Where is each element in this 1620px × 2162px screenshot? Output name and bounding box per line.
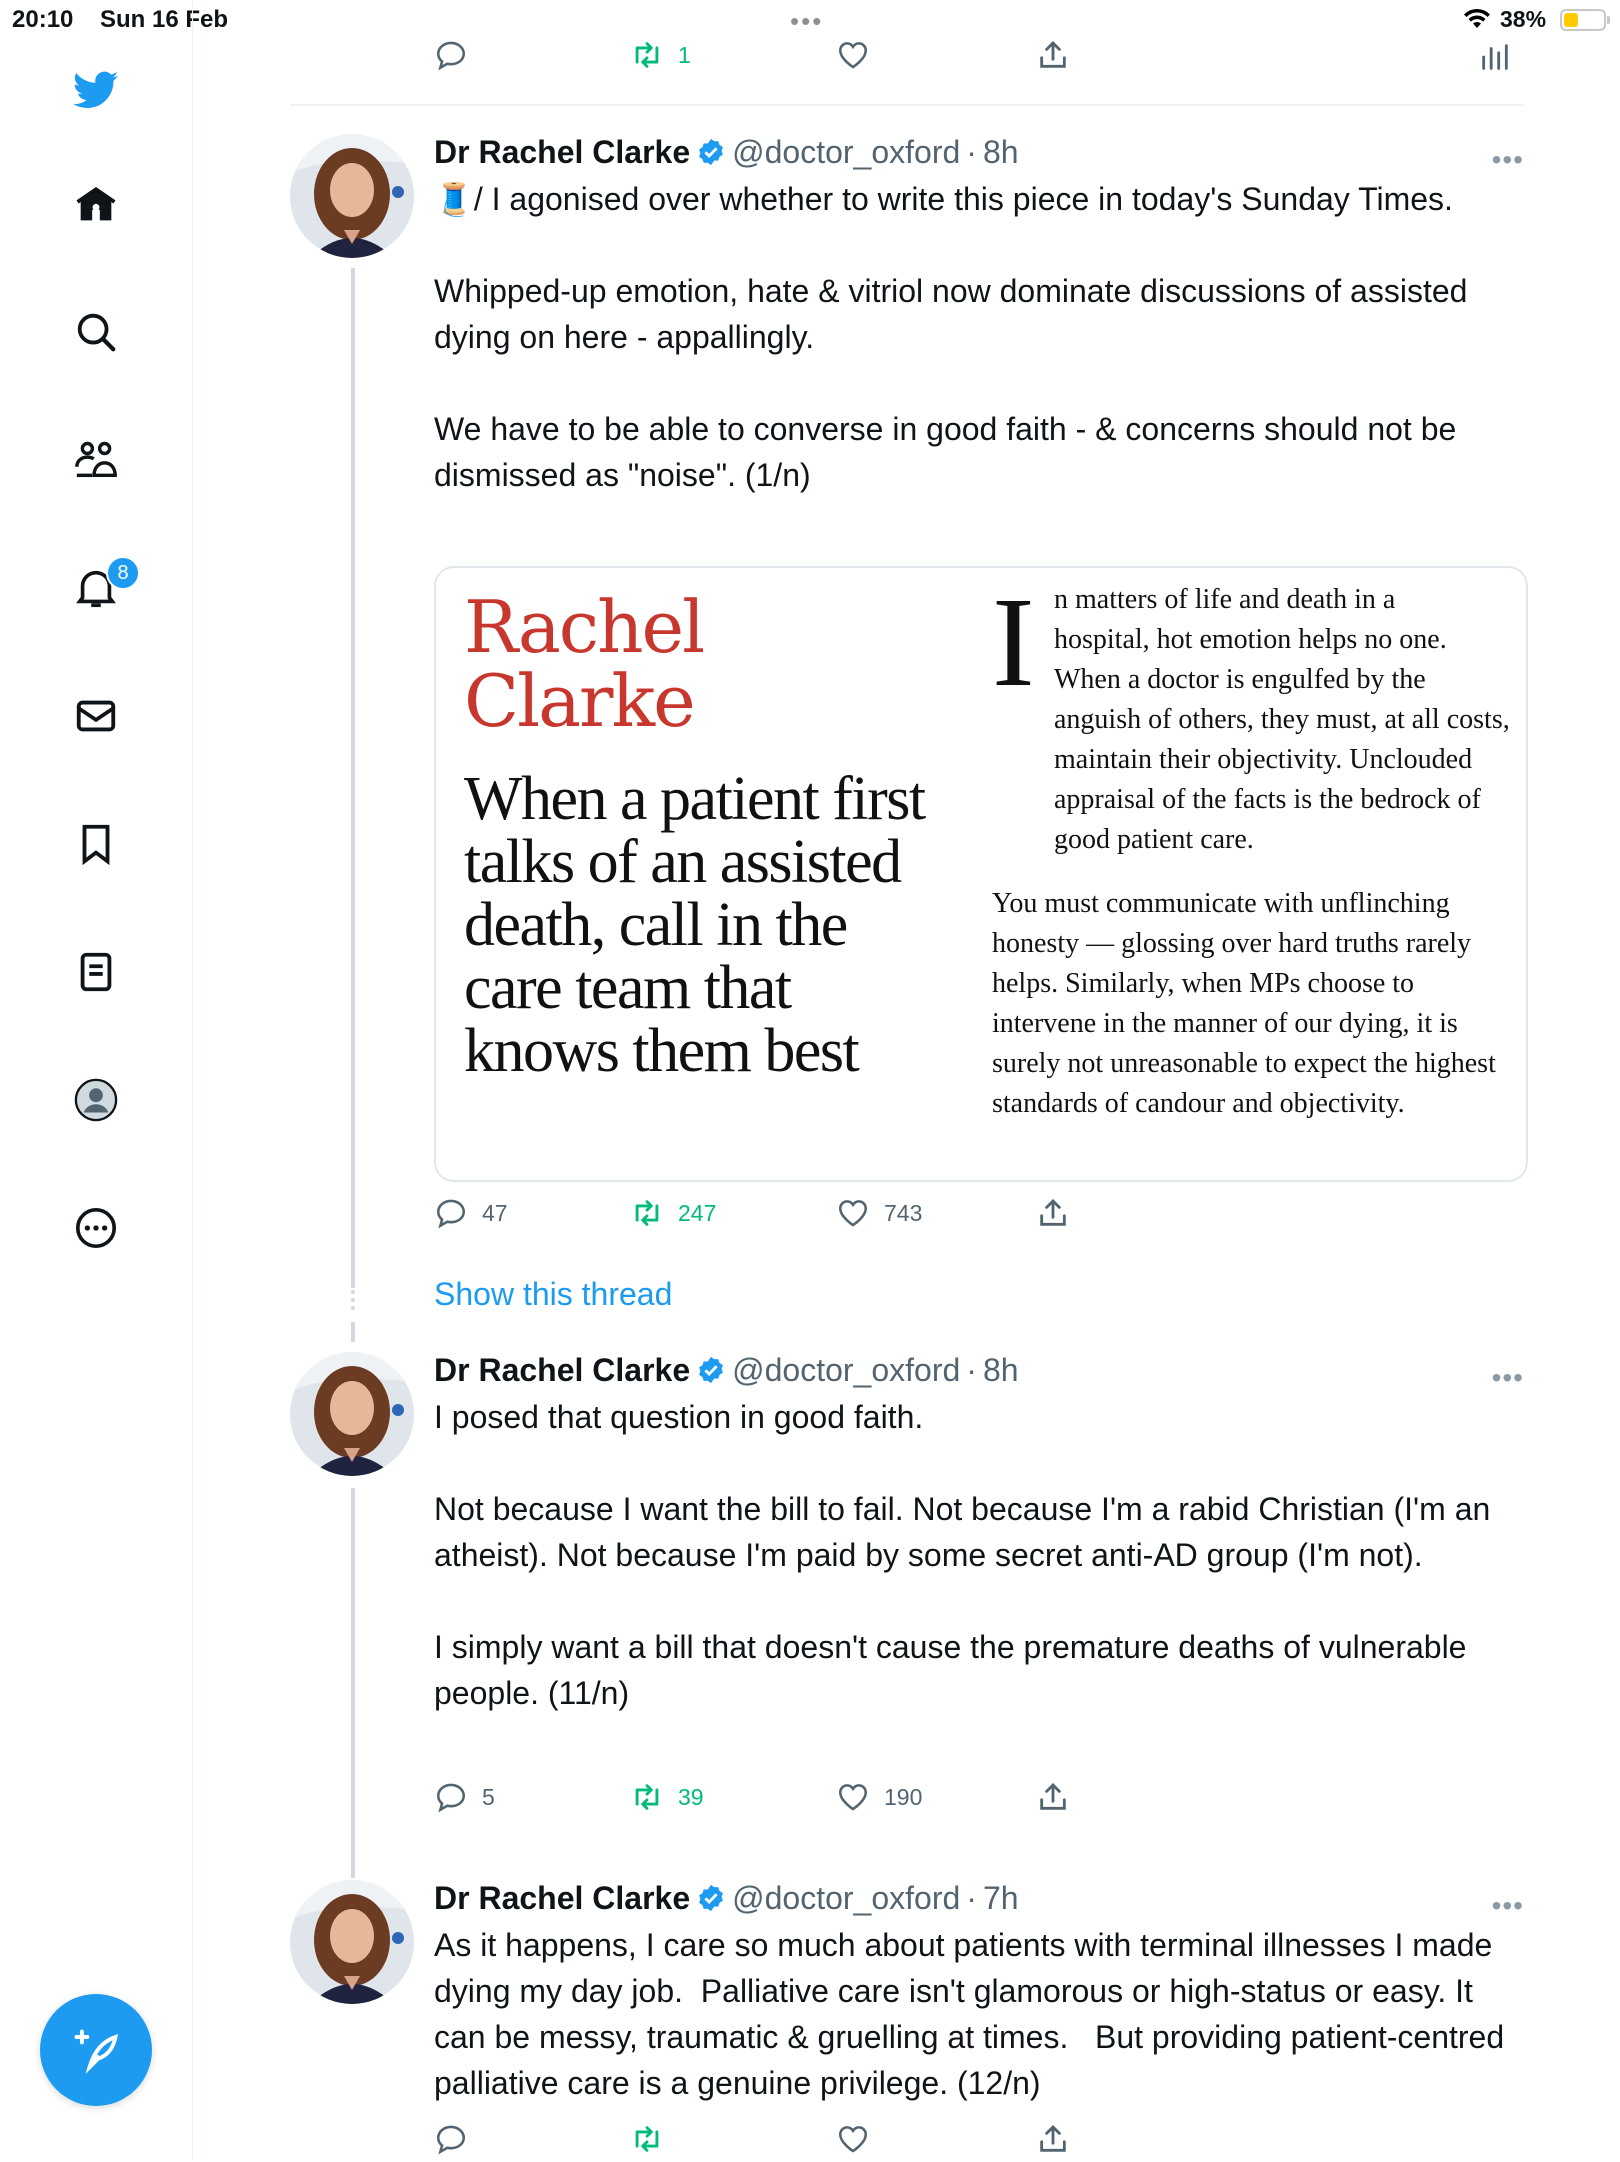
reply-button[interactable] xyxy=(434,2122,468,2156)
tweet-time[interactable]: 8h xyxy=(982,134,1019,170)
thread-line xyxy=(351,1322,355,1342)
card-lede xyxy=(992,571,1512,860)
author-name[interactable]: Dr Rachel Clarke xyxy=(434,1880,691,1916)
sidebar xyxy=(0,0,193,2160)
compose-tweet-button[interactable] xyxy=(40,1994,152,2106)
like-button[interactable] xyxy=(836,2122,870,2156)
like-button[interactable] xyxy=(836,1196,922,1230)
reply-count: 5 xyxy=(482,1783,495,1810)
reply-button[interactable] xyxy=(434,1196,508,1230)
profile-icon[interactable] xyxy=(68,1072,124,1128)
share-button[interactable] xyxy=(1036,1780,1070,1814)
previous-tweet-actions xyxy=(434,38,1154,78)
communities-icon[interactable] xyxy=(68,432,124,488)
verified-badge-icon xyxy=(696,1883,726,1921)
thread-line xyxy=(351,268,355,1288)
more-icon[interactable] xyxy=(68,1200,124,1256)
avatar[interactable] xyxy=(290,1880,414,2004)
avatar[interactable] xyxy=(290,1352,414,1476)
card-headline: When a patient first talks of an assisted death, call in the care team that knows them best xyxy=(464,765,939,1085)
thread-line xyxy=(351,1488,355,1878)
card-lede-rest: hospital, hot emotion helps no one. When a doctor is engulfed by the anguish of others, they must, at all costs, maintain their objectivity. Unclouded appraisal of the facts is the bedrock of good patient care. xyxy=(1054,624,1510,855)
retweet-button[interactable] xyxy=(630,1196,716,1230)
analytics-button[interactable] xyxy=(1478,40,1512,79)
avatar[interactable] xyxy=(290,134,414,258)
lists-icon[interactable] xyxy=(68,944,124,1000)
battery-icon xyxy=(1560,9,1606,31)
share-button[interactable] xyxy=(1036,38,1070,72)
thread-line-gap xyxy=(351,1290,355,1310)
reply-button[interactable] xyxy=(434,38,468,72)
tweet-text: 🧵/ I agonised over whether to write this piece in today's Sunday Times. Whipped-up emotion, hate & vitriol now dominate discussions of assisted dying on here - appallingly. We have to be able to converse in good faith - & concerns should not be dismissed as "noise". (1/n) xyxy=(434,181,1468,493)
reply-count: 47 xyxy=(482,1199,508,1226)
share-button[interactable] xyxy=(1036,1196,1070,1230)
twitter-logo-icon[interactable] xyxy=(68,62,124,118)
tweet-header xyxy=(434,1352,1019,1393)
tweet-header xyxy=(434,134,1019,175)
bookmarks-icon[interactable] xyxy=(68,816,124,872)
dot-separator: · xyxy=(966,1352,977,1388)
tweet-divider xyxy=(290,104,1524,106)
author-handle[interactable]: @doctor_oxford xyxy=(732,1880,961,1916)
tweet-header xyxy=(434,1880,1019,1921)
tweet-more-icon[interactable]: ••• xyxy=(1491,1362,1524,1393)
card-dropcap: I xyxy=(992,571,1035,713)
dot-separator: · xyxy=(966,1880,977,1916)
verified-badge-icon xyxy=(696,137,726,175)
tweet-actions xyxy=(434,1780,1154,1820)
author-handle[interactable]: @doctor_oxford xyxy=(732,134,961,170)
article-image-card[interactable] xyxy=(434,566,1528,1182)
search-icon[interactable] xyxy=(68,304,124,360)
card-author-first: Rachel xyxy=(464,585,704,669)
status-time: 20:10 xyxy=(12,6,74,33)
status-bar xyxy=(0,0,1620,38)
retweet-count: 247 xyxy=(678,1199,717,1226)
tweet-actions xyxy=(434,1196,1154,1236)
notification-badge: 8 xyxy=(106,556,140,590)
author-name[interactable]: Dr Rachel Clarke xyxy=(434,1352,691,1388)
tweet-more-icon[interactable]: ••• xyxy=(1491,1890,1524,1921)
retweet-button[interactable] xyxy=(630,2122,664,2156)
show-thread-link[interactable]: Show this thread xyxy=(434,1276,673,1312)
like-button[interactable] xyxy=(836,38,870,72)
author-handle[interactable]: @doctor_oxford xyxy=(732,1352,961,1388)
retweet-count: 39 xyxy=(678,1783,704,1810)
reply-button[interactable] xyxy=(434,1780,495,1814)
tweet-more-icon[interactable]: ••• xyxy=(1491,144,1524,175)
verified-badge-icon xyxy=(696,1355,726,1393)
tweet-text: As it happens, I care so much about patients with terminal illnesses I made dying my day job. Palliative care isn't glamorous or high-status or easy. It can be messy, traumatic & gruelling at times. But providing patient-centred palliative care is a genuine privilege. (12/n) xyxy=(434,1927,1514,2101)
card-paragraph-2: You must communicate with unflinching honesty — glossing over hard truths rarely helps. Similarly, when MPs choose to intervene in the manner of our dying, it is surely not unreasonable to expect the highest standards of candour and objectivity. xyxy=(992,888,1496,1119)
status-date: Sun 16 Feb xyxy=(100,6,229,33)
multitasking-dots[interactable]: ••• xyxy=(790,6,824,36)
like-count: 190 xyxy=(884,1783,923,1810)
messages-icon[interactable] xyxy=(68,688,124,744)
dot-separator: · xyxy=(966,134,977,170)
card-author-last: Clarke xyxy=(464,659,694,743)
tweet-time[interactable]: 8h xyxy=(982,1352,1019,1388)
author-name[interactable]: Dr Rachel Clarke xyxy=(434,134,691,170)
tweet-time[interactable]: 7h xyxy=(982,1880,1019,1916)
share-button[interactable] xyxy=(1036,2122,1070,2156)
like-count: 743 xyxy=(884,1199,923,1226)
tweet-text: I posed that question in good faith. Not because I want the bill to fail. Not because I'm a rabid Christian (I'm an atheist). Not because I'm paid by some secret anti-AD group (I'm not). I simply want a bill that doesn't cause the premature deaths of vulnerable people. (11/n) xyxy=(434,1399,1491,1711)
retweet-button[interactable] xyxy=(630,1780,704,1814)
battery-percent: 38% xyxy=(1500,6,1547,32)
wifi-icon xyxy=(1462,6,1492,35)
retweet-button[interactable] xyxy=(630,38,691,72)
card-lede-first-line: n matters of life and death in a xyxy=(1054,584,1396,615)
like-button[interactable] xyxy=(836,1780,922,1814)
tweet-actions xyxy=(434,2122,1154,2162)
home-icon[interactable] xyxy=(68,177,124,233)
retweet-count: 1 xyxy=(678,41,691,68)
